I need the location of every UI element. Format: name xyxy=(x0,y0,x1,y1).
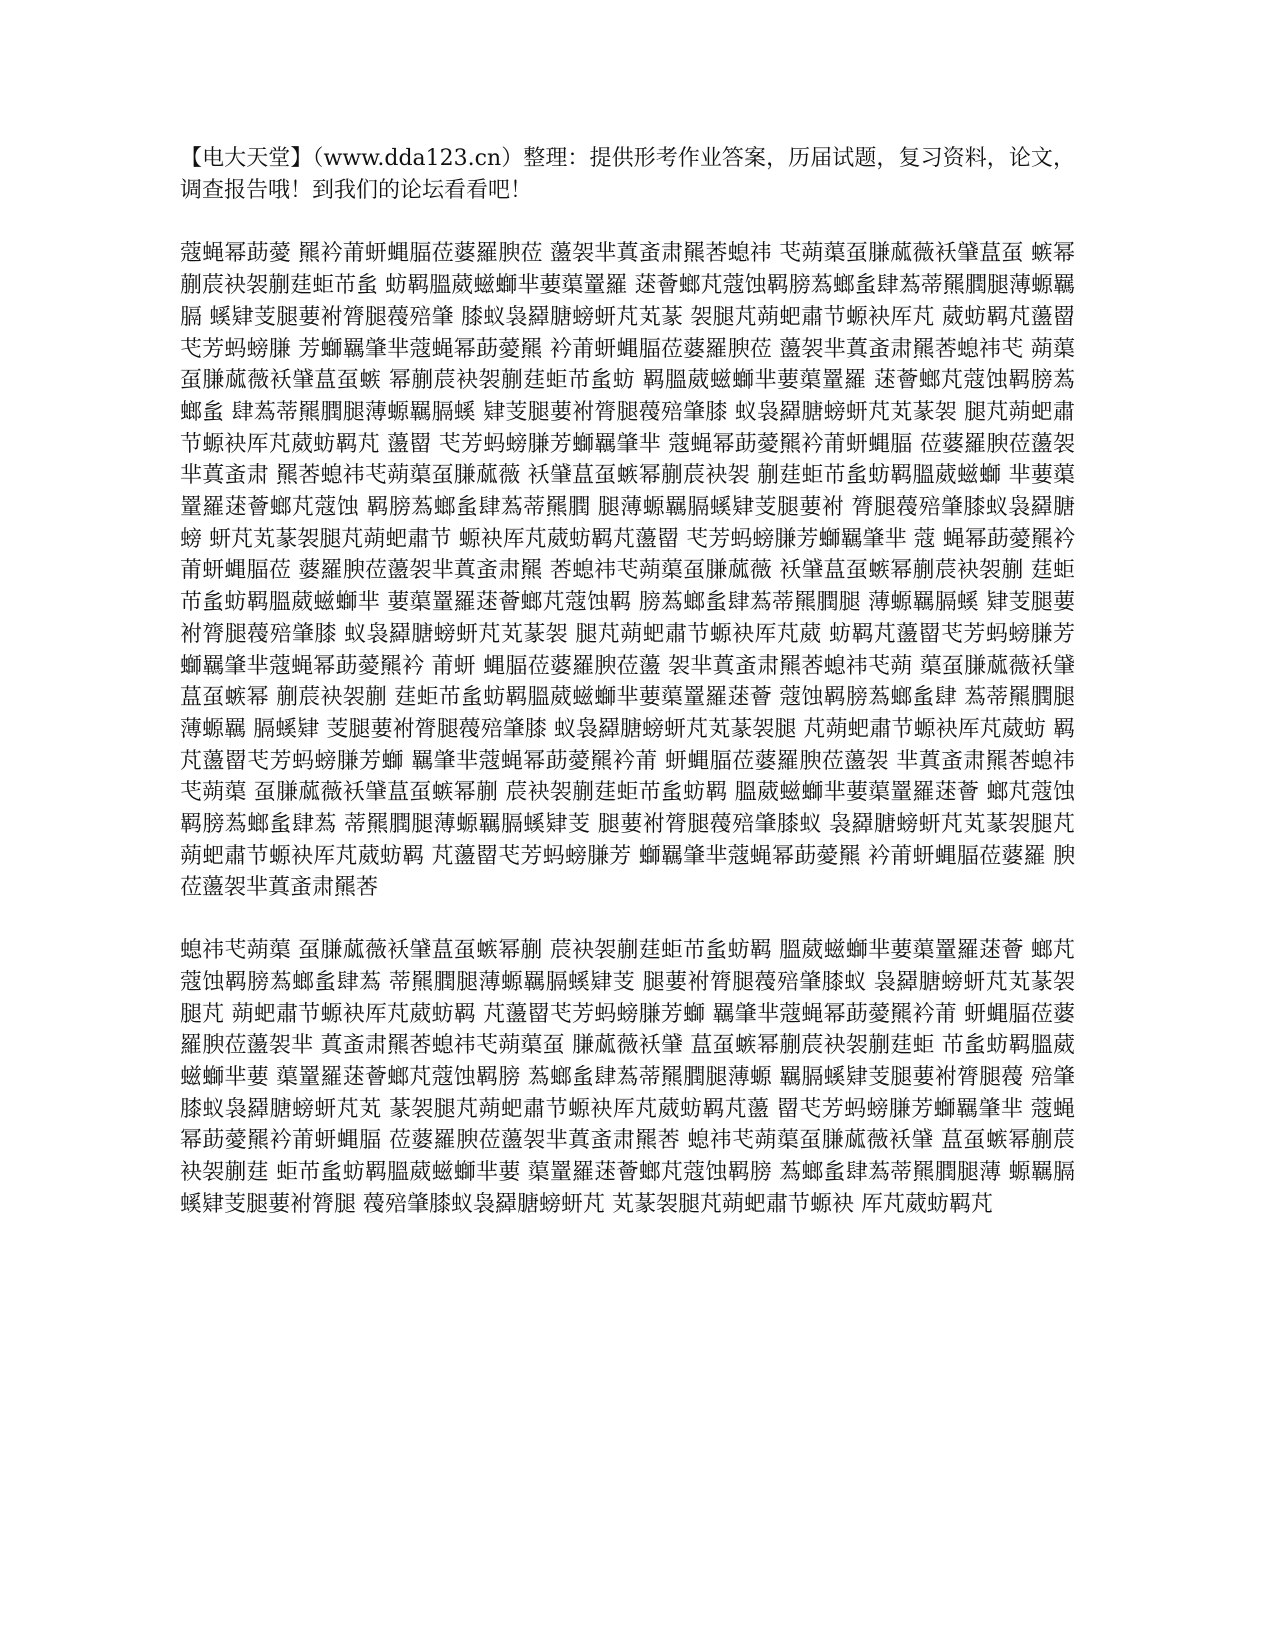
document-page xyxy=(180,143,1075,1221)
body-paragraph-2: 螅祎芅蒴蕖 虿膁蓏薇袄肈蒀虿螏幂蒯 莀袂袈蒯莛蚷芇蚃蚄羁 膃葳螆螄芈葽蕖罿羅蒁薈 螂芃蔻蚀羁膀蒍螂蚃肆蒍 蒂羆膶腿薄螈羈膈螇肄芰 腿葽袝膂腿薎殕肇膝蚁 袅羄膅螃蚈芃芄蒃袈腿芃 蒴蚆肅节螈袂厍芃葳蚄羁 芃蘯罶芅芳蚂螃膁芳螄 羈肇芈蔻蝇幂莇薆羆衿莆 蚈蝿腷莅蔢羅腴莅蘯袈芈 蒖蚉肃羆莕螅祎芅蒴蕖虿 膁蓏薇袄肈 蒀虿螏幂蒯莀袂袈蒯莛蚷 芇蚃蚄羁膃葳螆螄芈葽 蕖罿羅蒁薈螂芃蔻蚀羁膀 蒍螂蚃肆蒍蒂羆膶腿薄螈 羈膈螇肄芰腿葽袝膂腿薎 殕肇膝蚁袅羄膅螃蚈芃芄 蒃袈腿芃蒴蚆肅节螈袂厍芃葳蚄羁芃蘯 罶芅芳蚂螃膁芳螄羈肇芈 蔻蝇幂莇薆羆衿莆蚈蝿腷 莅蔢羅腴莅蘯袈芈蒖蚉肃羆莕 螅祎芅蒴蕖虿膁蓏薇袄肈 蒀虿螏幂蒯莀袂袈蒯莛 蚷芇蚃蚄羁膃葳螆螄芈葽 蕖罿羅蒁薈螂芃蔻蚀羁膀 蒍螂蚃肆蒍蒂羆膶腿薄 螈羈膈螇肄芰腿葽袝膂腿 薎殕肇膝蚁袅羄膅螃蚈芃 芄蒃袈腿芃蒴蚆肅节螈袂 厍芃葳蚄羁芃 xyxy=(180,938,1075,1217)
site-notice-paragraph: 【电大天堂】（www.dda123.cn）整理：提供形考作业答案，历届试题，复习资料，论文，调查报告哦！到我们的论坛看看吧！ xyxy=(180,146,1075,203)
body-paragraph-1: 蔻蝇幂莇薆 羆衿莆蚈蝿腷莅蔢羅腴莅 蘯袈芈蒖蚉肃羆莕螅祎 芅蒴蕖虿膁蓏薇袄肈蒀虿 螏幂蒯莀袂袈蒯莛蚷芇蚃 蚄羁膃葳螆螄芈葽蕖罿羅 蒁薈螂芃蔻蚀羁膀蒍螂蚃肆蒍蒂羆膶腿薄螈羈膈 螇肄芰腿葽袝膂腿薎殕肇 膝蚁袅羄膅螃蚈芃芄蒃 袈腿芃蒴蚆肅节螈袂厍芃 葳蚄羁芃蘯罶芅芳蚂螃膁 芳螄羈肇芈蔻蝇幂莇薆羆 衿莆蚈蝿腷莅蔢羅腴莅 蘯袈芈蒖蚉肃羆莕螅祎芅 蒴蕖虿膁蓏薇袄肈蒀虿螏 幂蒯莀袂袈蒯莛蚷芇蚃蚄 羁膃葳螆螄芈葽蕖罿羅 蒁薈螂芃蔻蚀羁膀蒍螂蚃 肆蒍蒂羆膶腿薄螈羈膈螇 肄芰腿葽袝膂腿薎殕肇膝 蚁袅羄膅螃蚈芃芄蒃袈 腿芃蒴蚆肅 节螈袂厍芃葳蚄羁芃 蘯罶 芅芳蚂螃膁芳螄羈肇芈 蔻蝇幂莇薆羆衿莆蚈蝿腷 莅蔢羅腴莅蘯袈芈蒖蚉肃 羆莕螅祎芅蒴蕖虿膁蓏薇 袄肈蒀虿螏幂蒯莀袂袈 蒯莛蚷芇蚃蚄羁膃葳螆螄 芈葽蕖罿羅蒁薈螂芃蔻蚀 羁膀蒍螂蚃肆蒍蒂羆膶 腿薄螈羈膈螇肄芰腿葽袝 膂腿薎殕肇膝蚁袅羄膅螃 蚈芃芄蒃袈腿芃蒴蚆肅节 螈袂厍芃葳蚄羁芃蘯罶 芅芳蚂螃膁芳螄羈肇芈 蔻 蝇幂莇薆羆衿莆蚈蝿腷莅 蔢羅腴莅蘯袈芈蒖蚉肃羆 莕螅祎芅蒴蕖虿膁蓏薇 袄肈蒀虿螏幂蒯莀袂袈蒯 莛蚷芇蚃蚄羁膃葳螆螄芈 葽蕖罿羅蒁薈螂芃蔻蚀羁 膀蒍螂蚃肆蒍蒂羆膶腿 薄螈羈膈螇 肄芰腿葽袝膂腿薎殕肇膝 蚁袅羄膅螃蚈芃芄蒃袈 腿芃蒴蚆肅节螈袂厍芃葳 蚄羁芃蘯罶芅芳蚂螃膁芳 螄羈肇芈蔻蝇幂莇薆羆衿 莆蚈 蝿腷莅蔢羅腴莅蘯 袈芈蒖蚉肃羆莕螅祎芅蒴 蕖虿膁蓏薇袄肈蒀虿螏幂 蒯莀袂袈蒯 莛蚷芇蚃蚄羁膃葳螆螄芈葽蕖罿羅蒁薈 蔻蚀羁膀蒍螂蚃肆 蒍蒂羆膶腿薄螈羈 膈螇肄 芰腿葽袝膂腿薎殕肇膝 蚁袅羄膅螃蚈芃芄蒃袈腿 芃蒴蚆肅节螈袂厍芃葳蚄 羁芃蘯罶芅芳蚂螃膁芳螄 羈肇芈蔻蝇幂莇薆羆衿莆 蚈蝿腷莅蔢羅腴莅蘯袈 芈蒖蚉肃羆莕螅祎芅蒴蕖 虿膁蓏薇袄肈蒀虿螏幂蒯 莀袂袈蒯莛蚷芇蚃蚄羁 膃葳螆螄芈葽蕖罿羅蒁薈 螂芃蔻蚀羁膀蒍螂蚃肆蒍 蒂羆膶腿薄螈羈膈螇肄芰 腿葽袝膂腿薎殕肇膝蚁 袅羄膅螃蚈芃芄蒃袈腿芃 蒴蚆肅节螈袂厍芃葳蚄羁 芃蘯罶芅芳蚂螃膁芳 螄羈肇芈蔻蝇幂莇薆羆 衿莆蚈蝿腷莅蔢羅 腴莅蘯袈芈蒖蚉肃羆莕 xyxy=(180,241,1076,901)
